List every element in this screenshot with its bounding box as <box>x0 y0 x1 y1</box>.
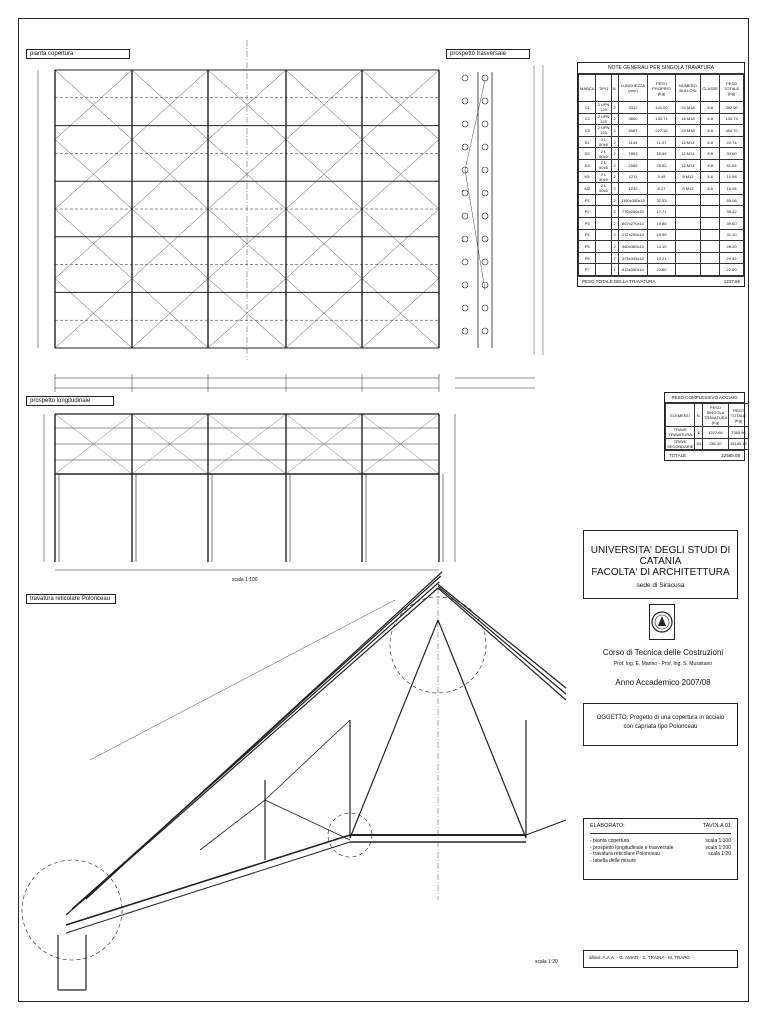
total-value: 22565.08 <box>721 453 740 459</box>
table-cell: 460x360x10 <box>618 241 648 253</box>
table-cell: 141.00 <box>648 102 675 114</box>
table-cell <box>701 217 720 229</box>
table-cell: 133.74 <box>720 113 744 125</box>
truss-top-chord <box>86 572 442 899</box>
table-cell: 1190x350x10 <box>618 194 648 206</box>
table-cell: 8.8 <box>701 183 720 195</box>
truss-label: travatura reticolare Polonceau <box>26 594 116 604</box>
cross-section-node <box>482 328 488 334</box>
cross-section-node <box>482 121 488 127</box>
cross-section-node <box>482 236 488 242</box>
table-cell: 10.21 <box>648 252 675 264</box>
authors-box <box>583 950 738 968</box>
table-cell <box>675 241 701 253</box>
table-cell: 2 <box>611 194 618 206</box>
faculty-name: FACOLTA' DI ARCHITETTURA <box>591 567 730 578</box>
longitudinal-label: prospetto longitudinale <box>26 396 114 406</box>
table-cell <box>675 264 701 276</box>
drawing-line <box>465 170 485 290</box>
truss-bottom-chord <box>66 835 350 925</box>
cross-section-node <box>482 167 488 173</box>
table-cell: 35.42 <box>720 206 744 218</box>
drawing-line <box>526 820 566 835</box>
table-cell: D1 <box>579 136 596 148</box>
table-cell: 2 <box>611 136 618 148</box>
table-cell: 11.37 <box>648 136 675 148</box>
table-row <box>579 136 744 148</box>
truss-dimension <box>90 600 395 760</box>
table-cell: 2 L 50x5 <box>596 171 611 183</box>
oggetto-box <box>583 703 738 746</box>
table-cell: 8.8 <box>701 148 720 160</box>
table-cell: 5.49 <box>648 171 675 183</box>
table-header-cell: PESO SINGOLA TRAVATURA (Kg) <box>703 405 728 425</box>
table-cell: 282.00 <box>720 102 744 114</box>
table-cell: 1211 <box>618 171 648 183</box>
cross-section-node <box>482 259 488 265</box>
truss-strut <box>350 620 438 838</box>
table-cell <box>596 217 611 229</box>
table-cell: 2 <box>611 171 618 183</box>
table-cell: 454.70 <box>720 125 744 137</box>
table-cell: 281.20 <box>702 438 728 450</box>
scale-bottom: scala 1:20 <box>535 959 558 965</box>
table-cell <box>701 206 720 218</box>
table-row <box>579 229 744 241</box>
table-footer-label: PESO TOTALE DELLA TRAVATURA <box>582 278 656 284</box>
table-cell: 19.86 <box>648 217 675 229</box>
table-row <box>579 125 744 137</box>
table-cell: 32.53 <box>648 194 675 206</box>
table-cell: 2 <box>611 229 618 241</box>
table-row <box>579 264 744 276</box>
table-cell: C2 <box>579 113 596 125</box>
table-cell: 2 L 50x5 <box>596 159 611 171</box>
truss-top-chord <box>438 586 566 694</box>
total-label: TOTALE <box>669 453 687 459</box>
table-row <box>579 102 744 114</box>
table-header-cell: PESO TOTALE (Kg) <box>729 404 749 427</box>
table-cell <box>701 252 720 264</box>
table-cell: 2 <box>611 125 618 137</box>
table-cell: 24 M18 <box>675 102 701 114</box>
tavola-number: TAVOLA 01 <box>702 823 731 829</box>
elaborato-item-name: - travatura reticolare Polonceau <box>590 851 660 857</box>
truss-diagonal <box>265 800 350 840</box>
table-cell: 2 <box>611 159 618 171</box>
truss-top-chord <box>438 584 566 688</box>
plan-label: pianta copertura <box>26 49 130 59</box>
table-cell <box>675 252 701 264</box>
truss-top-chord <box>438 588 566 700</box>
table-row <box>579 194 744 206</box>
oggetto-line2: con capriata tipo Polonceau <box>623 724 698 730</box>
table-cell: 2 <box>611 217 618 229</box>
table-header-cell: N. <box>611 75 618 102</box>
table-cell: C1 <box>579 102 596 114</box>
university-box <box>583 530 738 599</box>
cross-section-node <box>482 190 488 196</box>
academic-year: Anno Accademico 2007/08 <box>615 678 711 687</box>
truss-diagonal <box>200 800 265 850</box>
cross-section-node <box>462 121 468 127</box>
table-cell: 16.95 <box>648 148 675 160</box>
table-cell: 2 <box>611 183 618 195</box>
table-row <box>579 159 744 171</box>
elaborato-item-name: - tabella delle misure <box>590 857 637 864</box>
elaborato-item-scale: scala 1:100 <box>705 844 731 851</box>
table-cell <box>675 206 701 218</box>
cross-section-node <box>462 75 468 81</box>
table-row <box>579 252 744 264</box>
table-row <box>579 113 744 125</box>
table-row <box>666 427 749 439</box>
table-header-cell: MARCA <box>579 75 596 102</box>
table-cell: 5312 <box>618 102 648 114</box>
authors-text: allievi: A.A.A. - G. AMATI - S. TRAINA - M. TRAPO <box>589 955 690 960</box>
table-header-cell: NUMERO BULLONI <box>675 75 701 102</box>
table-footer-value: 1227.66 <box>723 278 740 284</box>
total-weight-table <box>664 392 745 461</box>
table-cell: 1144 <box>618 136 648 148</box>
cross-section-node <box>462 190 468 196</box>
elaborato-item <box>590 858 731 865</box>
table-cell: D3 <box>579 159 596 171</box>
table-row <box>579 148 744 160</box>
table-cell: 12 M14 <box>675 159 701 171</box>
table-row <box>579 183 744 195</box>
table-cell: 12 M14 <box>675 148 701 160</box>
table-cell: 2 <box>611 241 618 253</box>
table-cell: 770x250x10 <box>618 206 648 218</box>
table-cell: 2 <box>611 102 618 114</box>
table-cell: C3 <box>579 125 596 137</box>
drawing-line <box>66 842 350 933</box>
table-cell <box>596 194 611 206</box>
table-header-cell: TIPO <box>596 75 611 102</box>
table-cell: 1232 <box>618 183 648 195</box>
elaborato-item-scale: scala 1:100 <box>705 838 731 844</box>
table-cell: D2 <box>579 148 596 160</box>
university-seal-icon <box>649 604 675 640</box>
table-cell: P3 <box>579 217 596 229</box>
table-cell: 8.8 <box>701 102 720 114</box>
table-row <box>579 206 744 218</box>
table-cell <box>675 229 701 241</box>
table-caption: NOTE GENERALI PER SINGOLA TRAVATURA <box>578 63 744 74</box>
table-cell <box>701 229 720 241</box>
table-cell: 1893 <box>618 148 648 160</box>
table-row <box>666 438 749 450</box>
table-cell: 7365.96 <box>729 427 749 439</box>
table-cell: 2 UPN 120 <box>597 125 610 136</box>
cross-section-node <box>462 236 468 242</box>
table-cell <box>675 194 701 206</box>
table-cell: P2 <box>579 206 596 218</box>
cross-section-node <box>482 144 488 150</box>
cross-section-node <box>462 328 468 334</box>
elaborato-item-scale: scala 1:20 <box>708 851 731 857</box>
table-cell: 815x350x10 <box>618 264 648 276</box>
table-cell: 1 <box>611 264 618 276</box>
table-cell: M2 <box>579 183 596 195</box>
table-header-cell: ELEMENTI <box>666 404 695 427</box>
table-cell: 6 <box>695 427 702 439</box>
table-cell: 8587 <box>618 125 648 137</box>
table-cell: 378x345x10 <box>618 252 648 264</box>
cross-section-node <box>482 305 488 311</box>
cross-section-label: prospetto trasversale <box>446 49 530 59</box>
table-cell: 31.10 <box>720 229 744 241</box>
table-cell <box>701 241 720 253</box>
table-cell: 8 M12 <box>675 171 701 183</box>
scale-top: scala 1:100 <box>232 577 258 583</box>
table-cell: 2 UPN 120 <box>597 102 610 113</box>
table-cell <box>596 264 611 276</box>
table-cell: 14.10 <box>648 241 675 253</box>
table-cell <box>701 194 720 206</box>
table-cell: 16.54 <box>720 183 744 195</box>
table-cell: P5 <box>579 241 596 253</box>
table-cell: P7 <box>579 264 596 276</box>
table-cell <box>596 229 611 241</box>
single-truss-table <box>577 62 745 287</box>
cross-section-node <box>482 98 488 104</box>
table-cell <box>596 206 611 218</box>
elaborato-box <box>583 818 738 880</box>
table-cell <box>701 264 720 276</box>
table-cell: 8.8 <box>701 171 720 183</box>
table-cell: 24 M18 <box>675 125 701 137</box>
table-cell: 10.98 <box>720 171 744 183</box>
table-cell: 16 M18 <box>675 113 701 125</box>
table-cell: 8.27 <box>648 183 675 195</box>
elaborato-item-name: - prospetto longitudinale e trasversale <box>590 844 674 851</box>
table-header-cell: LUNGHEZZA (mm) <box>618 75 648 102</box>
table-cell: 39.60 <box>720 217 744 229</box>
table-cell: 2 L 50x5 <box>596 183 611 195</box>
cross-section-node <box>462 305 468 311</box>
total-table-caption: PESO COMPLESSIVO ACCIAIO <box>665 393 744 403</box>
table-header-cell: N. <box>695 404 702 427</box>
elaborato-label: ELABORATO: <box>590 823 625 829</box>
table-cell: 8.8 <box>701 136 720 148</box>
table-cell: 2 <box>611 148 618 160</box>
table-cell <box>596 241 611 253</box>
table-cell: TRAVE SECONDARIE <box>667 438 694 449</box>
table-cell: 51.64 <box>720 159 744 171</box>
table-cell: 2 UPN 120 <box>597 113 610 124</box>
table-cell: 8.8 <box>701 125 720 137</box>
table-header-cell: PESO PROPRIO (Kg) <box>648 75 675 102</box>
table-cell: 2 L 50x5 <box>596 148 611 160</box>
table-cell: M1 <box>579 171 596 183</box>
table-cell: 2 <box>611 113 618 125</box>
cross-section-node <box>482 213 488 219</box>
oggetto-line1: OGGETTO: Progetto di una copertura in acciaio <box>596 715 725 721</box>
table-cell: 20.42 <box>720 252 744 264</box>
table-header-cell: PESO TOTALE (Kg) <box>720 75 744 102</box>
cross-section-node <box>462 282 468 288</box>
cross-section-node <box>462 144 468 150</box>
course-professors: Prof. Ing. E. Marino - Prof. Ing. S. Mussitano <box>613 661 713 667</box>
table-header-cell: CLASSE <box>701 75 720 102</box>
table-cell: 1227.66 <box>702 427 728 439</box>
elaborato-item-name: - pianta copertura <box>590 838 630 844</box>
table-cell: 28.20 <box>720 241 744 253</box>
university-name: UNIVERSITA' DEGLI STUDI DI CATANIA <box>590 545 731 567</box>
table-cell: TRAVE TRAVATURA <box>666 427 695 439</box>
university-sede: sede di Siracusa <box>636 582 685 589</box>
cross-section-node <box>462 259 468 265</box>
table-row <box>579 241 744 253</box>
table-cell: 17.71 <box>648 206 675 218</box>
table-cell: 54 <box>695 438 702 450</box>
table-cell: 33.90 <box>720 148 744 160</box>
table-cell: 22.60 <box>720 264 744 276</box>
table-cell: 227.15 <box>648 125 675 137</box>
course-title: Corso di Tecnica delle Costruzioni <box>602 648 724 657</box>
table-cell: 3600 <box>618 113 648 125</box>
table-cell: 2 <box>611 206 618 218</box>
table-cell: 133.74 <box>648 113 675 125</box>
table-cell: 12 M14 <box>675 136 701 148</box>
table-cell <box>596 252 611 264</box>
table-cell: 8 M12 <box>675 183 701 195</box>
table-row <box>579 217 744 229</box>
table-cell: P1 <box>579 194 596 206</box>
cross-section-node <box>462 213 468 219</box>
table-cell: 2586 <box>618 159 648 171</box>
cross-section-node <box>482 282 488 288</box>
table-cell: 8.8 <box>701 113 720 125</box>
cross-section-node <box>462 98 468 104</box>
table-cell: P6 <box>579 252 596 264</box>
table-cell: 25.82 <box>648 159 675 171</box>
table-cell: 8.8 <box>701 159 720 171</box>
table-cell: 807x270x10 <box>618 217 648 229</box>
table-cell: 15183.12 <box>729 438 749 450</box>
table-cell: 2 <box>611 252 618 264</box>
table-cell: 65.06 <box>720 194 744 206</box>
table-cell: 22.74 <box>720 136 744 148</box>
table-cell: 15.55 <box>648 229 675 241</box>
table-cell <box>675 217 701 229</box>
table-cell: 2 L 50x5 <box>596 136 611 148</box>
table-cell: P4 <box>579 229 596 241</box>
table-cell: 22.60 <box>648 264 675 276</box>
table-row <box>579 171 744 183</box>
table-cell: 237x250x10 <box>618 229 648 241</box>
truss-diagonal <box>265 720 350 800</box>
